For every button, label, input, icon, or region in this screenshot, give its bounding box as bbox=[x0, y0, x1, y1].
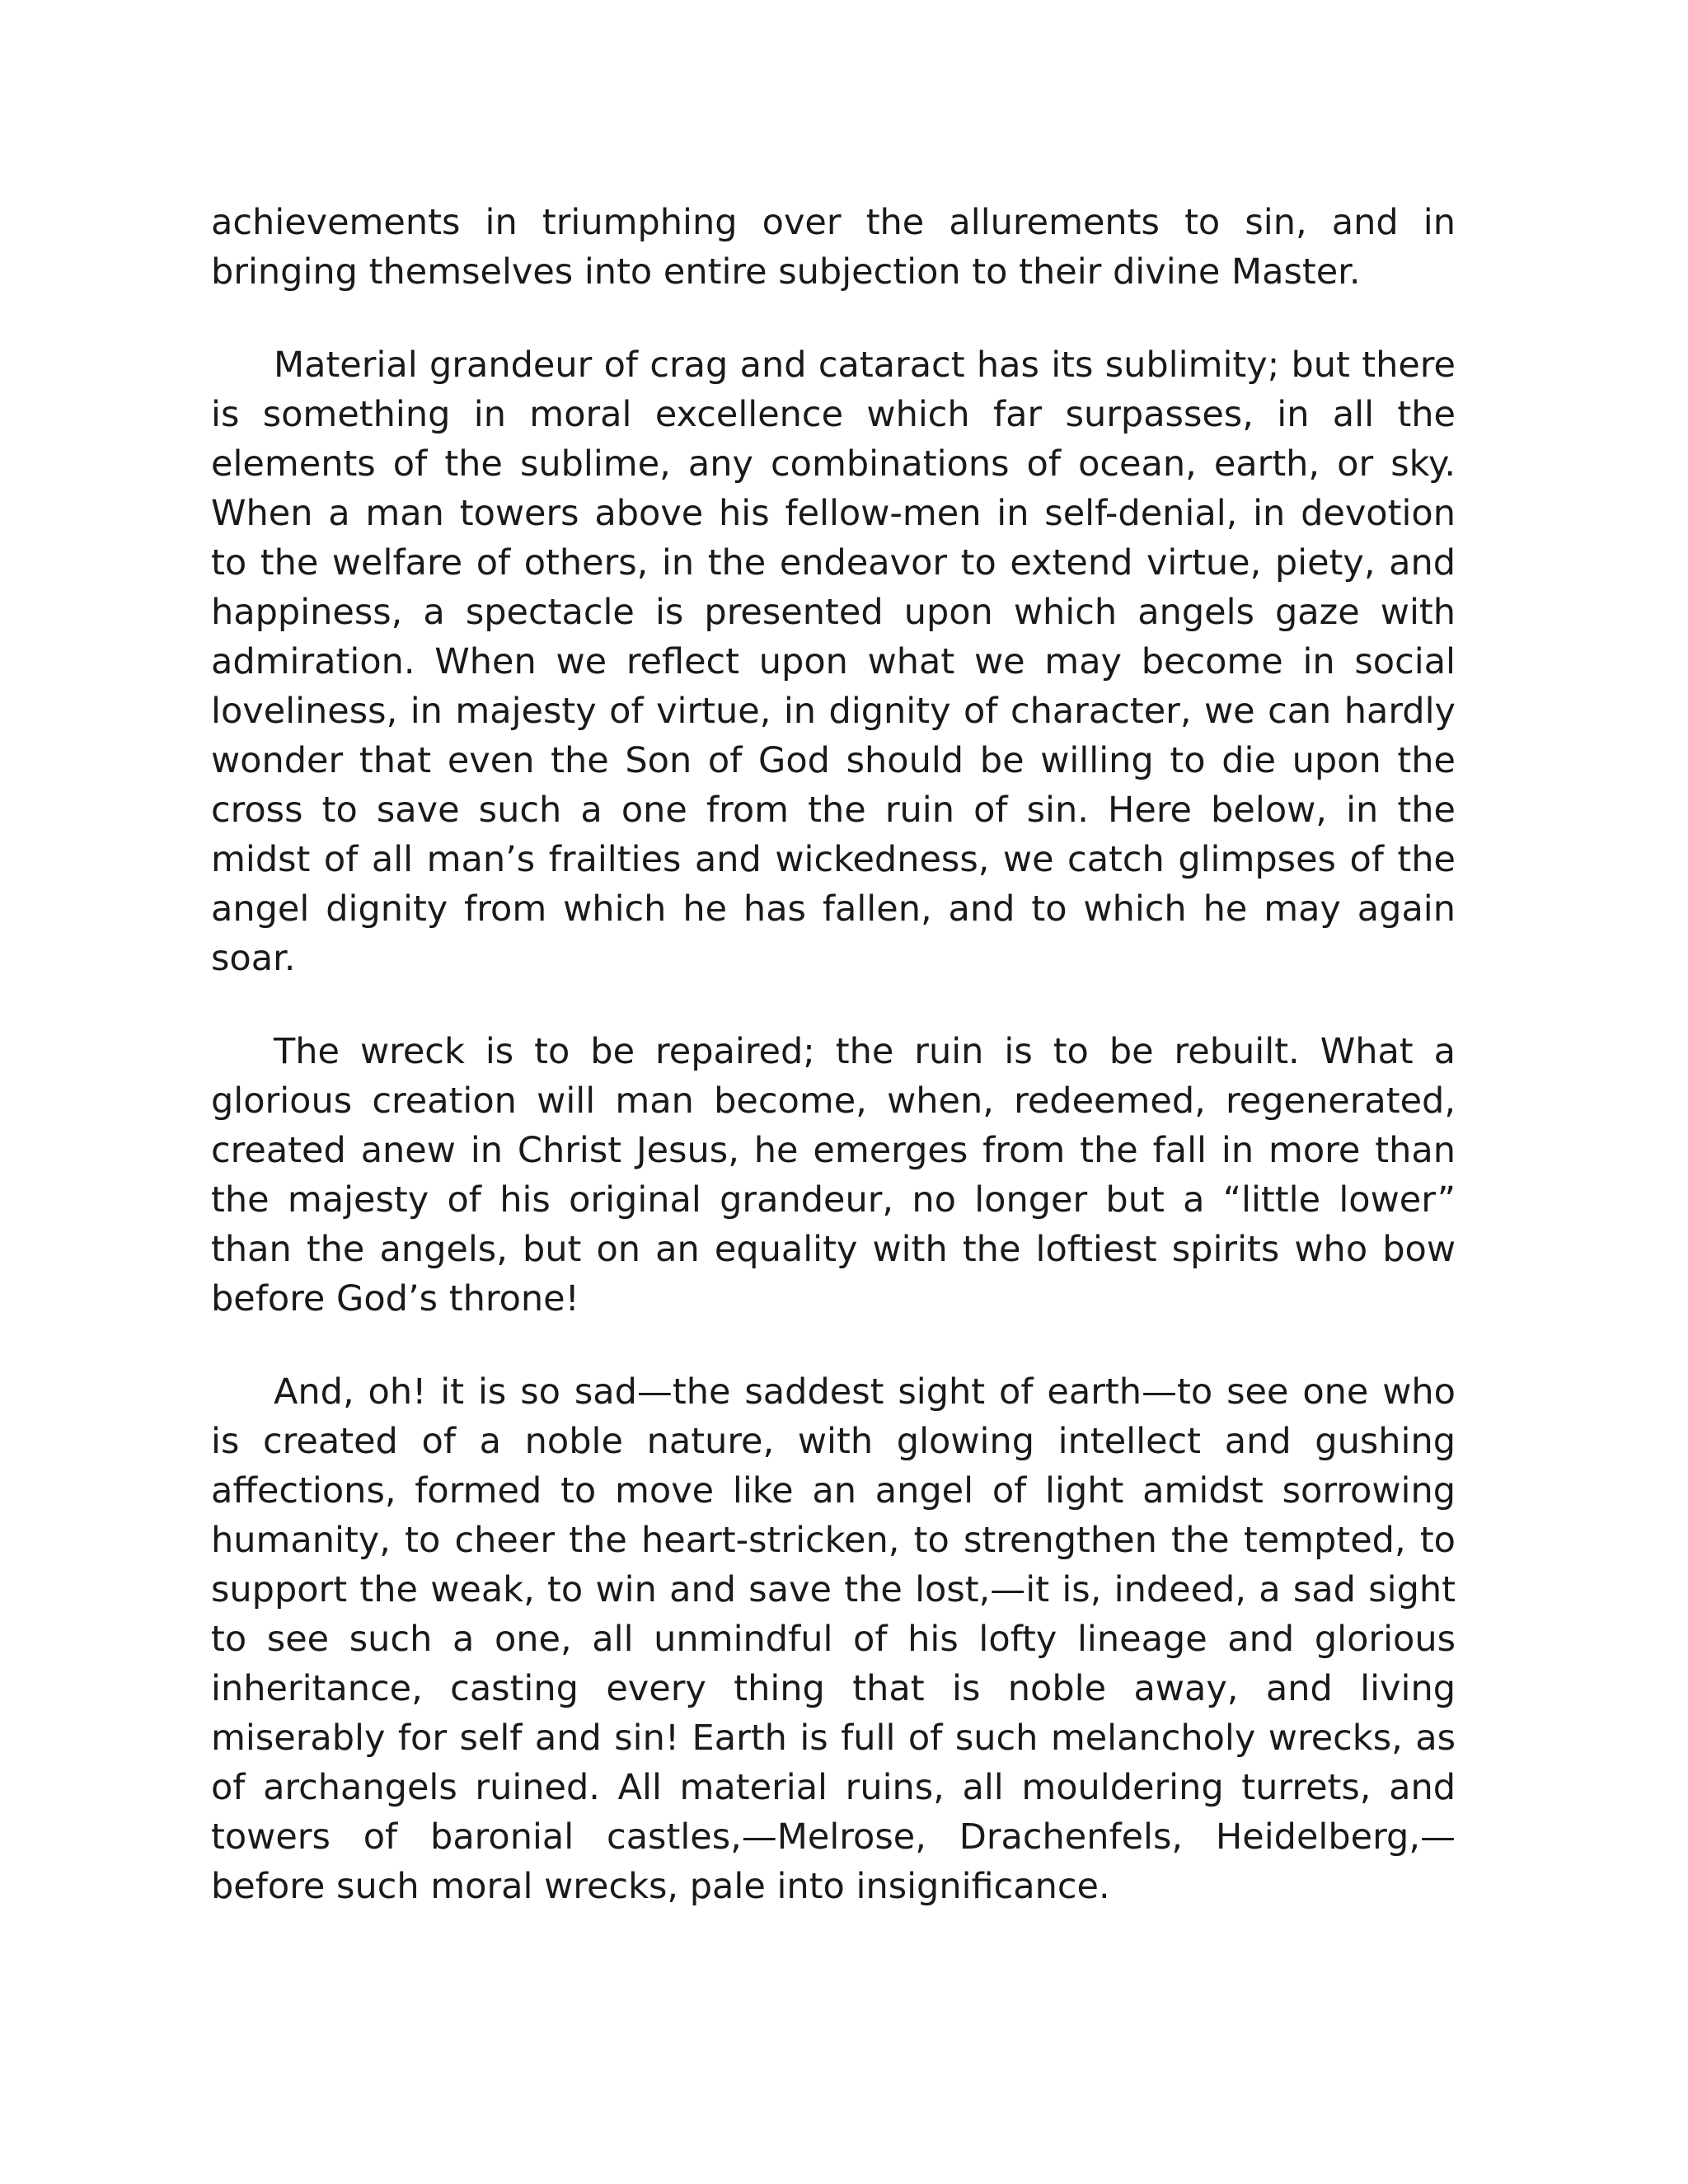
paragraph-material-grandeur: Material grandeur of crag and cataract has its sublimity; but there is something in moral excellence which far surpasses, in all the elements of the sublime, any combinations of ocean, earth, or sky. When a man towers above his fellow-men in self-denial, in devotion to the welfare of others, in the endeavor to extend virtue, piety, and happiness, a spectacle is presented upon which angels gaze with admiration. When we reflect upon what we may become in social loveliness, in majesty of virtue, in dignity of character, we can hardly wonder that even the Son of God should be willing to die upon the cross to save such a one from the ruin of sin. Here below, in the midst of all man’s frailties and wickedness, we catch glimpses of the angel dignity from which he has fallen, and to which he may again soar. bbox=[211, 344, 1456, 979]
paragraph-wreck-repaired: The wreck is to be repaired; the ruin is to be rebuilt. What a glorious creation will man become, when, redeemed, regenerated, created anew in Christ Jesus, he emerges from the fall in more than the majesty of his original grandeur, no longer but a “little lower” than the angels, but on an equality with the loftiest spirits who bow before God’s throne! bbox=[211, 1031, 1456, 1319]
paragraph-continued: achievements in triumphing over the allurements to sin, and in bringing themselves into entire subjection to their divine Master. bbox=[211, 202, 1456, 293]
book-page bbox=[211, 198, 1456, 1911]
paragraph-saddest-sight: And, oh! it is so sad—the saddest sight of earth—to see one who is created of a noble nature, with glowing intellect and gushing affections, formed to move like an angel of light amidst sorrowing humanity, to cheer the heart-stricken, to strengthen the tempted, to support the weak, to win and save the lost,—it is, indeed, a sad sight to see such a one, all unmindful of his lofty lineage and glorious inheritance, casting every thing that is noble away, and living miserably for self and sin! Earth is full of such melancholy wrecks, as of archangels ruined. All material ruins, all mouldering turrets, and towers of baronial castles,—Melrose, Drachenfels, Heidelberg,—before such moral wrecks, pale into insignificance. bbox=[211, 1371, 1456, 1907]
